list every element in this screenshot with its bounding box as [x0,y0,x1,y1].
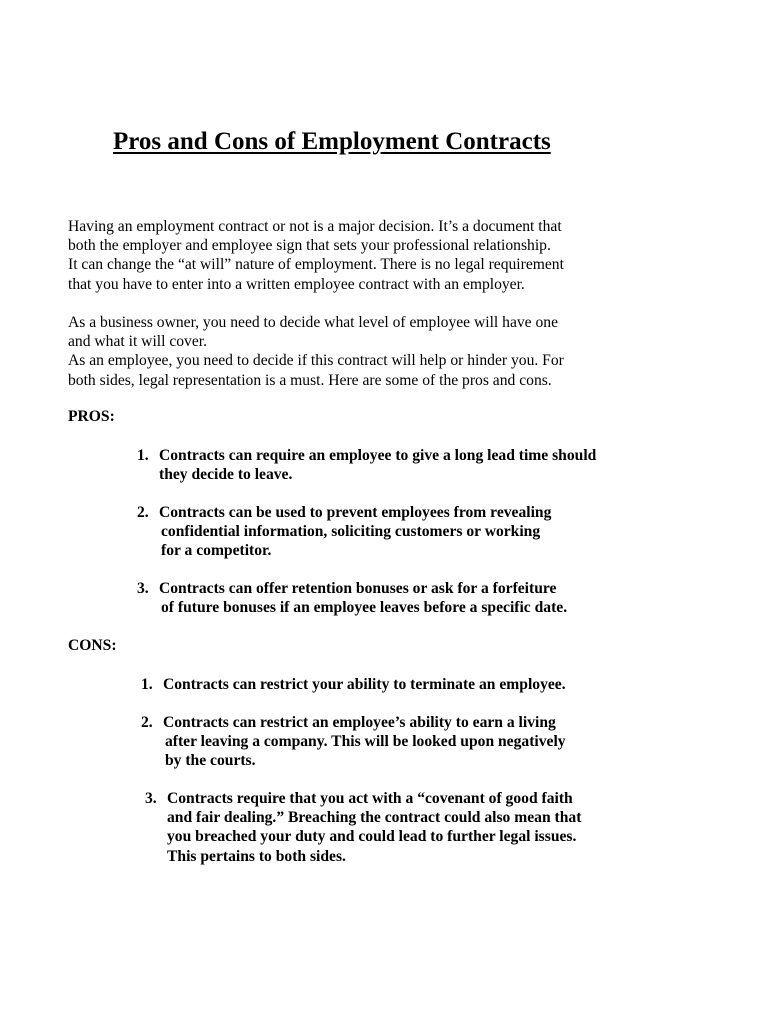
pros-item-1 [137,446,596,484]
pros-item-text: they decide to leave. [159,466,293,484]
intro-paragraph [68,217,708,294]
intro-line: that you have to enter into a written employee contract with an employer. [68,275,525,293]
intro-line: Having an employment contract or not is a major decision. It’s a document that [68,218,562,235]
pros-item-text: confidential information, soliciting customers or working [161,523,541,541]
pros-item-number: 1. [137,447,149,464]
pros-item-3 [137,579,567,617]
owner-line: both sides, legal representation is a must. Here are some of the pros and cons. [68,371,552,389]
owner-line: As an employee, you need to decide if this contract will help or hinder you. For [68,352,564,370]
cons-item-text: after leaving a company. This will be looked upon negatively [165,733,566,751]
cons-item-text: and fair dealing.” Breaching the contract could also mean that [167,809,582,827]
pros-item-number: 3. [137,580,149,597]
cons-item-number: 3. [145,790,157,807]
pros-heading: PROS: [68,408,115,425]
cons-heading: CONS: [68,637,117,654]
cons-item-text: Contracts require that you act with a “covenant of good faith [167,790,573,807]
cons-item-3 [145,789,581,866]
owner-line: and what it will cover. [68,333,208,351]
cons-item-text: This pertains to both sides. [167,847,346,865]
pros-item-number: 2. [137,504,149,521]
pros-item-text: Contracts can offer retention bonuses or ask for a forfeiture [159,580,557,597]
cons-item-text: Contracts can restrict your ability to terminate an employee. [163,676,566,693]
pros-item-2 [137,503,551,561]
pros-item-text: Contracts can be used to prevent employees from revealing [159,504,552,521]
cons-item-number: 2. [141,714,153,731]
intro-line: It can change the “at will” nature of employment. There is no legal requirement [68,256,564,274]
intro-line: both the employer and employee sign that sets your professional relationship. [68,237,551,255]
cons-item-2 [141,713,566,771]
pros-item-text: of future bonuses if an employee leaves before a specific date. [161,599,568,617]
pros-item-text: for a competitor. [161,542,272,560]
cons-item-text: Contracts can restrict an employee’s ability to earn a living [163,714,556,731]
document-title: Pros and Cons of Employment Contracts [113,128,551,155]
cons-item-text: you breached your duty and could lead to further legal issues. [167,828,577,846]
cons-item-number: 1. [141,676,153,693]
pros-item-text: Contracts can require an employee to give a long lead time should [159,447,597,464]
owner-line: As a business owner, you need to decide what level of employee will have one [68,314,558,331]
cons-item-1 [141,675,566,694]
owner-paragraph [68,313,708,390]
cons-item-text: by the courts. [165,752,256,770]
